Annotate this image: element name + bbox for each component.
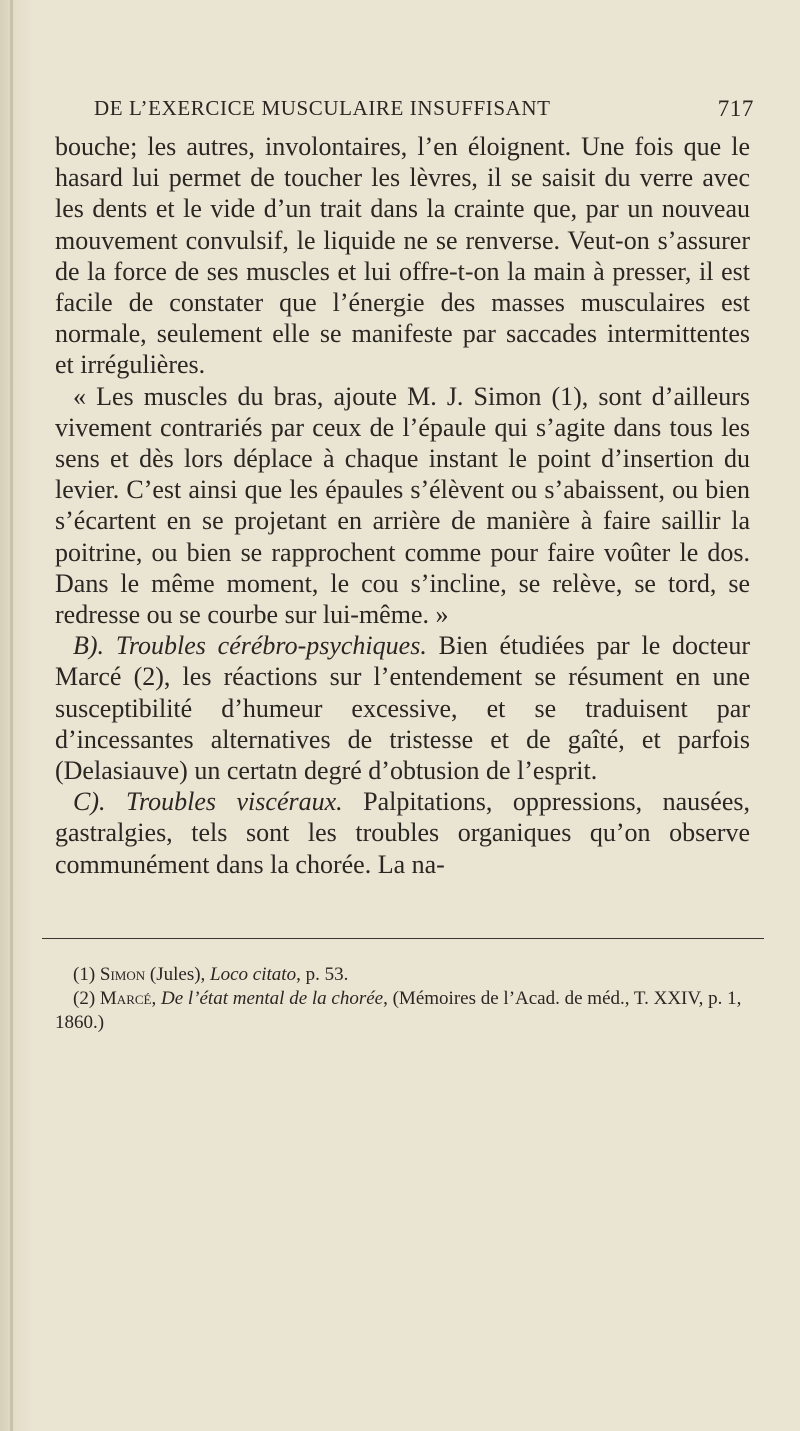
footnote-title: Loco citato bbox=[210, 964, 297, 985]
footnote-title: De l’état mental de la chorée bbox=[160, 988, 384, 1009]
footnote-author: Simon bbox=[99, 964, 146, 985]
body-text bbox=[55, 131, 750, 880]
footnote-text: , bbox=[151, 988, 161, 1009]
paragraph: bouche; les autres, involontaires, l’en éloignent. Une fois que le hasard lui permet de toucher les lèvres, il se saisit du verre avec les dents et le vide d’un trait dans la crainte que, par un nouveau mouvement convulsif, le liquide ne se renverse. Veut-on s’assurer de la force de ses muscles et lui offre-t-on la main à presser, il est facile de constater que l’énergie des masses musculaires est normale, seulement elle se manifeste par saccades intermittentes et irrégulières. bbox=[55, 132, 750, 380]
page-edge-shadow bbox=[0, 0, 34, 1431]
paragraph: « Les muscles du bras, ajoute M. J. Simon (1), sont d’ailleurs vivement contrariés par ceux de l’épaule qui s’agite dans tous les sens et dès lors déplace à chaque instant le point d’insertion du levier. C’est ainsi que les épaules s’élèvent ou s’abaissent, ou bien s’écartent en se projetant en arrière de manière à faire saillir la poitrine, ou bien se rapprochent comme pour faire voûter le dos. Dans le même moment, le cou s’incline, se relève, se tord, se redresse ou se courbe sur lui-même. » bbox=[55, 381, 750, 630]
footnote-text: (Jules), bbox=[145, 964, 211, 985]
footnote bbox=[55, 963, 767, 987]
section-heading: C). Troubles viscéraux. bbox=[73, 787, 343, 817]
paragraph-text: Bien étudiées par le docteur Marcé (2), les réactions sur l’entendement se résument en une susceptibilité d’humeur excessive, et se traduisent par d’incessantes alternatives de tristesse et de gaîté, et parfois (Delasiauve) un certatn degré d’obtusion de l’esprit. bbox=[55, 631, 751, 786]
page-number: 717 bbox=[717, 96, 754, 121]
footnotes bbox=[55, 963, 767, 1035]
paragraph bbox=[55, 630, 750, 786]
footnote-author: Marcé bbox=[99, 988, 152, 1009]
footnote-divider bbox=[42, 938, 764, 939]
binding-gutter bbox=[10, 0, 13, 1431]
footnote-text: , (Mémoires de l’Acad. de méd., T. XXIV, p. 1, 1860.) bbox=[55, 988, 742, 1033]
footnote-marker: (2) bbox=[73, 988, 100, 1009]
running-title: DE L’EXERCICE MUSCULAIRE INSUFFISANT bbox=[94, 96, 551, 120]
footnote-text: , p. 53. bbox=[296, 964, 349, 985]
footnote-marker: (1) bbox=[73, 964, 100, 985]
footnote bbox=[55, 987, 767, 1035]
section-heading: B). Troubles cérébro-psychiques. bbox=[73, 631, 427, 661]
paragraph-text: Palpitations, oppressions, nausées, gastralgies, tels sont les troubles organiques qu’on observe communément dans la chorée. La na- bbox=[55, 787, 750, 879]
paragraph bbox=[55, 786, 750, 880]
